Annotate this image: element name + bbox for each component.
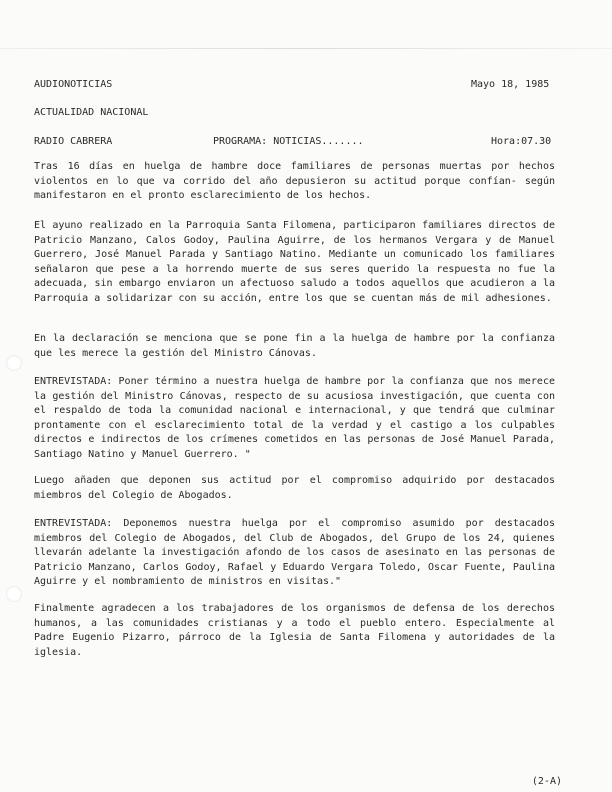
interview-quote-1: ENTREVISTADA: Poner término a nuestra huelga de hambre por la confianza que nos merece la gestión del Ministro Cánovas, respecto de su acusiosa investigación, que cuenta con el respaldo de toda la comunidad nacional e internacional, y que tendrá que culminar prontamente con el esclarecimiento total de la verdad y el castigo a los culpables directos e indirectos de los crímenes cometidos en las personas de José Manuel Parada, Santiago Natino y Manuel Guerrero. " xyxy=(34,376,555,460)
paper-fold-line xyxy=(0,48,612,49)
paragraph-5: Finalmente agradecen a los trabajadores de los organismos de defensa de los derechos humanos, a las comunidades cristianas y a todo el pueblo entero. Especialmente al Padre Eugenio Pizarro, párroco de la Iglesia de Santa Filomena y autoridades de la iglesia. xyxy=(34,603,555,658)
paragraph-2: El ayuno realizado en la Parroquia Santa Filomena, participaron familiares directos de Patricio Manzano, Calos Godoy, Paulina Aguirre, de los hermanos Vergara y de Manuel Guerrero, José Manuel Parada y Santiago Natino. Mediante un comunicado los familiares señalaron que pese a la horrendo muerte de sus seres querido la respuesta no fue la adecuada, sin embargo enviaron un afectuoso saludo a todos aquellos que acudieron a la Parroquia a solidarizar con su acción, entre los que se cuentan más de mil adhesiones. xyxy=(34,220,555,304)
paragraph-4: Luego añaden que deponen sus actitud por el compromiso adquirido por destacados miembros del Colegio de Abogados. xyxy=(34,475,555,501)
paragraph-3: En la declaración se menciona que se pone fin a la huelga de hambre por la confianza que les merece la gestión del Ministro Cánovas. xyxy=(34,333,555,359)
station-label: RADIO CABRERA xyxy=(34,136,113,147)
date-label: Mayo 18, 1985 xyxy=(471,79,550,90)
punch-hole xyxy=(6,355,22,371)
section-label: ACTUALIDAD NACIONAL xyxy=(34,107,149,118)
interview-quote-2: ENTREVISTADA: Deponemos nuestra huelga por el compromiso asumido por destacados miembros del Colegio de Abogados, del Club de Abogados, del Grupo de los 24, quienes llevarán adelante la investigación afondo de los casos de asesinato en las personas de Patricio Manzano, Carlos Godoy, Rafael y Eduardo Vergara Toledo, Oscar Fuente, Paulina Aguirre y el nombramiento de ministros en visitas." xyxy=(34,518,555,588)
source-label: AUDIONOTICIAS xyxy=(34,79,113,90)
program-label: PROGRAMA: NOTICIAS....... xyxy=(213,136,364,147)
punch-hole xyxy=(6,586,22,602)
paragraph-1: Tras 16 días en huelga de hambre doce familiares de personas muertas por hechos violentos en lo que va corrido del año depusieron su actitud porque confían- según manifestaron en el pronto esclarecimiento de los hechos. xyxy=(34,161,555,202)
time-label: Hora:07.30 xyxy=(491,136,552,147)
page-number: (2-A) xyxy=(531,776,562,787)
